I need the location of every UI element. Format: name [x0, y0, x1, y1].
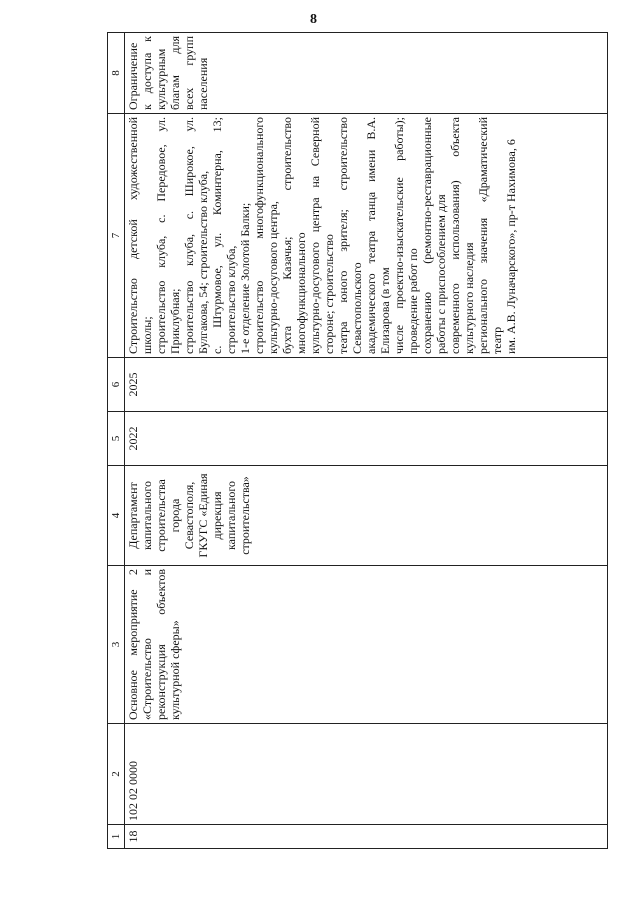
table-header-row: [108, 33, 125, 849]
row-start-year: 2022: [125, 412, 608, 466]
description-line: с. Штурмовое, ул. Коминтерна, 13; строительство клуба,: [210, 117, 238, 354]
header-cell-6: 6: [108, 358, 125, 412]
header-cell-2: 2: [108, 724, 125, 825]
row-number: 18: [125, 825, 608, 849]
description-line: 1-е отделение Золотой Балки;: [238, 202, 252, 354]
header-cell-1: 1: [108, 825, 125, 849]
description-line: Строительство детской художественной школы;: [126, 117, 154, 354]
row-executor: Департамент капитального строительства города Севастополя, ГКУГС «Единая дирекция капитального строительства»: [125, 466, 608, 566]
description-line: современного использования) объекта культурного наследия: [448, 117, 476, 354]
description-line: строительство клуба, с. Передовое, ул. Приклубная;: [154, 117, 182, 354]
row-activity: Основное мероприятие 2 «Строительство и реконструкция объектов культурной сферы»: [125, 566, 608, 724]
description-line: строительство клуба, с. Широкое, ул. Булгакова, 54; строительство клуба,: [182, 117, 210, 354]
row-result: Ограничение к доступа к культурным благам для всех групп населения: [125, 33, 608, 114]
description-line: строительство многофункционального культурно-досугового центра,: [252, 117, 280, 354]
header-cell-8: 8: [108, 33, 125, 114]
header-cell-7: 7: [108, 114, 125, 358]
description-line: академического театра танца имени В.А. Елизарова (в том: [364, 117, 392, 354]
description-line: культурно-досугового центра на Северной стороне; строительство: [308, 117, 336, 354]
description-line: сохранению (ремонтно-реставрационные работы с приспособлением для: [420, 117, 448, 354]
table-row: [125, 33, 608, 849]
description-line: бухта Казачья; строительство многофункционального: [280, 117, 308, 354]
rotated-table-container: [107, 33, 613, 849]
page-number: 8: [310, 12, 317, 27]
description-line: числе проектно-изыскательские работы); проведение работ по: [392, 117, 420, 354]
header-cell-3: 3: [108, 566, 125, 724]
description-line: им. А.В. Луначарского», пр-т Нахимова, 6: [504, 139, 518, 354]
header-cell-5: 5: [108, 412, 125, 466]
description-line: регионального значения «Драматический театр: [476, 117, 504, 354]
row-description: [125, 114, 608, 358]
description-line: театра юного зрителя; строительство Севастопольского: [336, 117, 364, 354]
row-end-year: 2025: [125, 358, 608, 412]
program-table: [107, 32, 608, 849]
row-code: 102 02 0000: [125, 724, 608, 825]
header-cell-4: 4: [108, 466, 125, 566]
